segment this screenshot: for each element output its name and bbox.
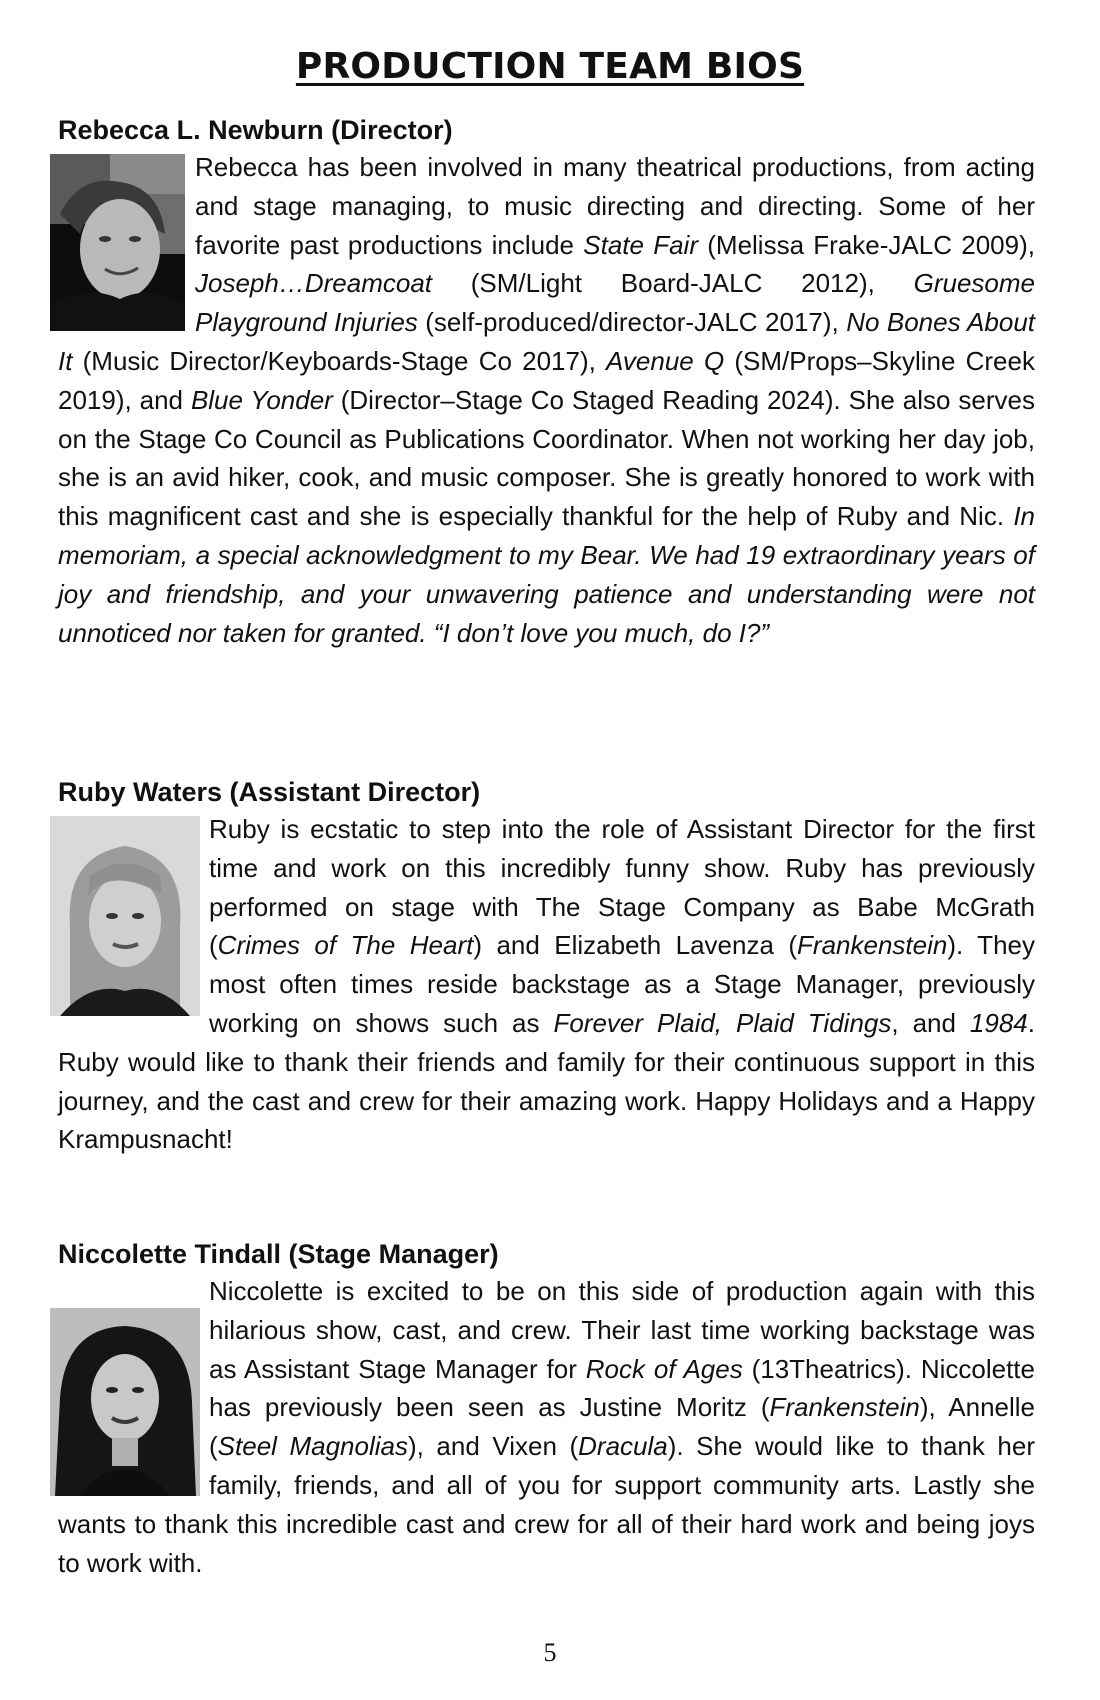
page-number: 5 [543, 1638, 557, 1667]
headshot-photo [50, 816, 200, 1016]
page-title: PRODUCTION TEAM BIOS [295, 46, 805, 87]
bio-heading: Ruby Waters (Assistant Director) [58, 777, 481, 807]
bio-ruby-waters [58, 776, 1035, 1159]
bio-text: Niccolette is excited to be on this side of production again with this hilarious show, cast, and crew. Their last time working backstage was as Assistant Stage Manager for Rock of Ages (13Theatrics). Niccolette has previously been seen as Justine Moritz (Frankenstein), Annelle (Steel Magnolias), and Vixen (Dracula). She would like to thank her family, friends, and all of you for support community arts. Lastly she wants to thank this incredible cast and crew for all of their hard work and being joys to work with. [58, 1272, 1035, 1582]
bio-text: Rebecca has been involved in many theatrical productions, from acting and stage managing, to music directing and directing. Some of her favorite past productions include State Fair (Melissa Frake-JALC 2009), Joseph…Dreamcoat (SM/Light Board-JALC 2012), Gruesome Playground Injuries (self-produced/director-JALC 2017), No Bones About It (Music Director/Keyboards-Stage Co 2017), Avenue Q (SM/Props–Skyline Creek 2019), and Blue Yonder (Director–Stage Co Staged Reading 2024). She also serves on the Stage Co Council as Publications Coordinator. When not working her day job, she is an avid hiker, cook, and music composer. She is greatly honored to work with this magnificent cast and she is especially thankful for the help of Ruby and Nic. In memoriam, a special acknowledgment to my Bear. We had 19 extraordinary years of joy and friendship, and your unwavering patience and understanding were not unnoticed nor taken for granted. “I don’t love you much, do I?” [58, 148, 1035, 652]
headshot-photo [50, 1308, 200, 1496]
bio-niccolette-tindall [58, 1238, 1035, 1582]
bio-heading: Niccolette Tindall (Stage Manager) [58, 1239, 499, 1269]
bio-text: Ruby is ecstatic to step into the role of Assistant Director for the first time and work on this incredibly funny show. Ruby has previously performed on stage with The Stage Company as Babe McGrath (Crimes of The Heart) and Elizabeth Lavenza (Frankenstein). They most often times reside backstage as a Stage Manager, previously working on shows such as Forever Plaid, Plaid Tidings, and 1984. Ruby would like to thank their friends and family for their continuous support in this journey, and the cast and crew for their amazing work. Happy Holidays and a Happy Krampusnacht! [58, 810, 1035, 1159]
bio-rebecca-newburn [58, 114, 1035, 652]
headshot-photo [50, 154, 185, 331]
memorial-note: In memoriam, a special acknowledgment to my Bear. We had 19 extraordinary years of joy and friendship, and your unwavering patience and understanding were not unnoticed nor taken for granted. “I don’t love you much, do I?” [58, 501, 1035, 648]
bio-heading: Rebecca L. Newburn (Director) [58, 115, 453, 145]
